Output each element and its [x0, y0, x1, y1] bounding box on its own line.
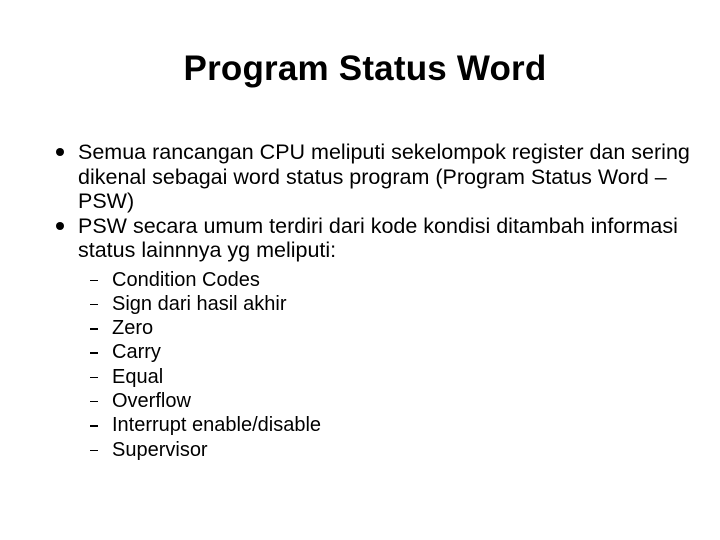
- dash-icon: [90, 304, 98, 306]
- dash-icon: [90, 328, 98, 330]
- sub-bullet-text: Condition Codes: [112, 268, 260, 291]
- sub-bullet-item: [90, 268, 696, 292]
- sub-bullet-text: Carry: [112, 341, 161, 364]
- dash-icon: [90, 450, 98, 452]
- slide-title: Program Status Word: [183, 49, 547, 88]
- sub-bullet-item: [90, 413, 696, 437]
- dash-icon: [90, 401, 98, 403]
- sub-bullet-item: [90, 438, 696, 462]
- dash-icon: [90, 280, 98, 282]
- sub-bullet-text: Supervisor: [112, 438, 208, 461]
- bullet-text: PSW secara umum terdiri dari kode kondisi ditambah informasi status lainnnya yg meliputi:: [78, 213, 678, 262]
- sub-bullet-item: [90, 316, 696, 340]
- sub-bullet-text: Equal: [112, 365, 164, 388]
- bullet-text: Semua rancangan CPU meliputi sekelompok register dan sering dikenal sebagai word status program (Program Status Word – PSW): [78, 140, 690, 213]
- dash-icon: [90, 425, 98, 427]
- bullet-item: [56, 140, 696, 214]
- sub-bullet-text: Sign dari hasil akhir: [112, 292, 287, 315]
- sub-bullet-text: Overflow: [112, 389, 191, 412]
- sub-bullet-text: Interrupt enable/disable: [112, 414, 322, 437]
- bullet-list: [56, 140, 696, 462]
- sub-bullet-text: Zero: [112, 317, 154, 340]
- dash-icon: [90, 352, 98, 354]
- sub-bullet-item: [90, 365, 696, 389]
- sub-bullet-list: [90, 268, 696, 462]
- bullet-item: [56, 214, 696, 462]
- dash-icon: [90, 377, 98, 379]
- sub-bullet-item: [90, 340, 696, 364]
- bullet-dot-icon: [56, 148, 64, 156]
- sub-bullet-item: [90, 389, 696, 413]
- sub-bullet-item: [90, 292, 696, 316]
- bullet-dot-icon: [56, 222, 64, 230]
